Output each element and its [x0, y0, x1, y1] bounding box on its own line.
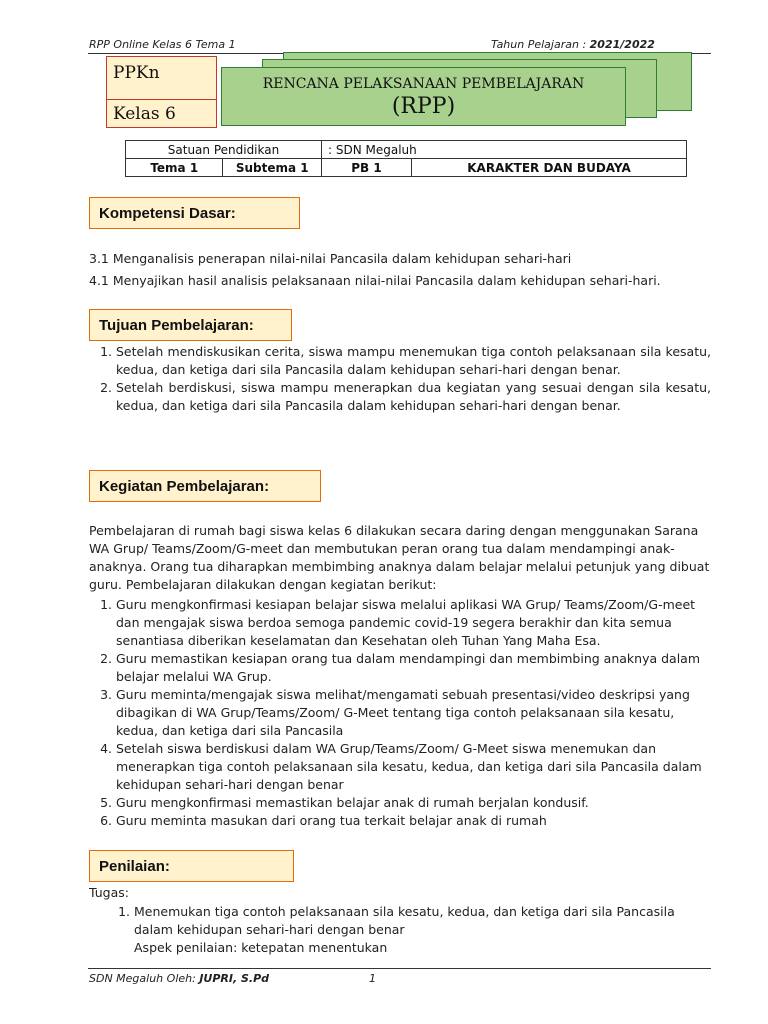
- list-item: 1. Guru mengkonfirmasi kesiapan belajar siswa melalui aplikasi WA Grup/ Teams/Zoom/G-meet dan mengajak siswa berdoa semoga pandemic covid-19 segera berakhir dan kita semua senantiasa diberikan keselamatan dan Kesehatan oleh Tuhan Yang Maha Esa.: [116, 596, 711, 650]
- header-year: 2021/2022: [589, 38, 655, 51]
- kompetensi-item-2: 4.1 Menyajikan hasil analisis pelaksanaan nilai-nilai Pancasila dalam kehidupan sehari-hari.: [89, 273, 661, 288]
- penilaian-list: [107, 903, 694, 957]
- footer-rule: [88, 968, 711, 969]
- tujuan-list: [89, 343, 711, 415]
- satuan-value: : SDN Megaluh: [322, 141, 687, 159]
- header-right: [491, 38, 655, 51]
- kompetensi-item-1: 3.1 Menganalisis penerapan nilai-nilai Pancasila dalam kehidupan sehari-hari: [89, 251, 572, 266]
- footer-school: SDN Megaluh Oleh:: [89, 972, 200, 985]
- satuan-label: Satuan Pendidikan: [126, 141, 322, 159]
- list-item: 5. Guru mengkonfirmasi memastikan belajar anak di rumah berjalan kondusif.: [116, 794, 711, 812]
- info-row-2: [126, 159, 687, 177]
- footer-author: JUPRI, S.Pd: [199, 972, 270, 985]
- kompetensi-heading: Kompetensi Dasar:: [89, 197, 300, 229]
- rpp-title: RENCANA PELAKSANAAN PEMBELAJARAN: [262, 76, 585, 92]
- list-item: 2. Setelah berdiskusi, siswa mampu menerapkan dua kegiatan yang sesuai dengan sila kesatu, kedua, dan ketiga dari sila Pancasila dalam kehidupan sehari-hari dengan benar.: [116, 379, 711, 415]
- tema-cell: Tema 1: [126, 159, 223, 177]
- list-item: 2. Guru memastikan kesiapan orang tua dalam mendampingi dan membimbing anaknya dalam belajar melalui WA Grup.: [116, 650, 711, 686]
- topic-cell: KARAKTER DAN BUDAYA: [412, 159, 687, 177]
- header-left: RPP Online Kelas 6 Tema 1: [89, 38, 236, 51]
- list-item: 6. Guru meminta masukan dari orang tua terkait belajar anak di rumah: [116, 812, 711, 830]
- kegiatan-list: [89, 596, 711, 830]
- penilaian-heading: Penilaian:: [89, 850, 294, 882]
- rpp-title-box: [221, 67, 626, 126]
- page-number: 1: [369, 972, 376, 985]
- list-item: 1. Setelah mendiskusikan cerita, siswa mampu menemukan tiga contoh pelaksanaan sila kesatu, kedua, dan ketiga dari sila Pancasila dalam kehidupan sehari-hari dengan benar.: [116, 343, 711, 379]
- kegiatan-intro: Pembelajaran di rumah bagi siswa kelas 6 dilakukan secara daring dengan menggunakan Sarana WA Grup/ Teams/Zoom/G-meet dan membutukan peran orang tua dalam mendampingi anak-anaknya. Orang tua diharapkan membimbing anaknya dalam belajar melalui petunjuk yang dibuat guru. Pembelajaran dilakukan dengan kegiatan berikut:: [89, 523, 710, 592]
- rpp-abbr: (RPP): [391, 94, 456, 119]
- list-item: [134, 903, 694, 957]
- subtema-cell: Subtema 1: [223, 159, 322, 177]
- info-table: [125, 140, 687, 177]
- list-item: 4. Setelah siswa berdiskusi dalam WA Grup/Teams/Zoom/ G-Meet siswa menemukan dan menerapkan tiga contoh pelaksanaan sila kesatu, kedua, dan ketiga dari sila Pancasila dalam kehidupan sehari-hari dengan benar: [116, 740, 711, 794]
- grade-box: [106, 99, 217, 128]
- penilaian-item-text: Menemukan tiga contoh pelaksanaan sila kesatu, kedua, dan ketiga dari sila Pancasila dalam kehidupan sehari-hari dengan benar: [134, 904, 675, 937]
- list-item: 3. Guru meminta/mengajak siswa melihat/mengamati sebuah presentasi/video deskripsi yang dibagikan di WA Grup/Teams/Zoom/ G-Meet tentang tiga contoh pelaksanaan sila kesatu, kedua, dan ketiga dari sila Pancasila: [116, 686, 711, 740]
- tugas-label: Tugas:: [89, 885, 129, 900]
- header-year-label: Tahun Pelajaran :: [491, 38, 590, 51]
- subject-name: PPKn: [113, 63, 160, 83]
- tujuan-heading: Tujuan Pembelajaran:: [89, 309, 292, 341]
- subject-box: [106, 56, 217, 100]
- penilaian-aspect: Aspek penilaian: ketepatan menentukan: [134, 940, 388, 955]
- info-row-1: [126, 141, 687, 159]
- grade-label: Kelas 6: [113, 104, 176, 124]
- footer-left: [89, 972, 269, 985]
- pb-cell: PB 1: [322, 159, 412, 177]
- kegiatan-heading: Kegiatan Pembelajaran:: [89, 470, 321, 502]
